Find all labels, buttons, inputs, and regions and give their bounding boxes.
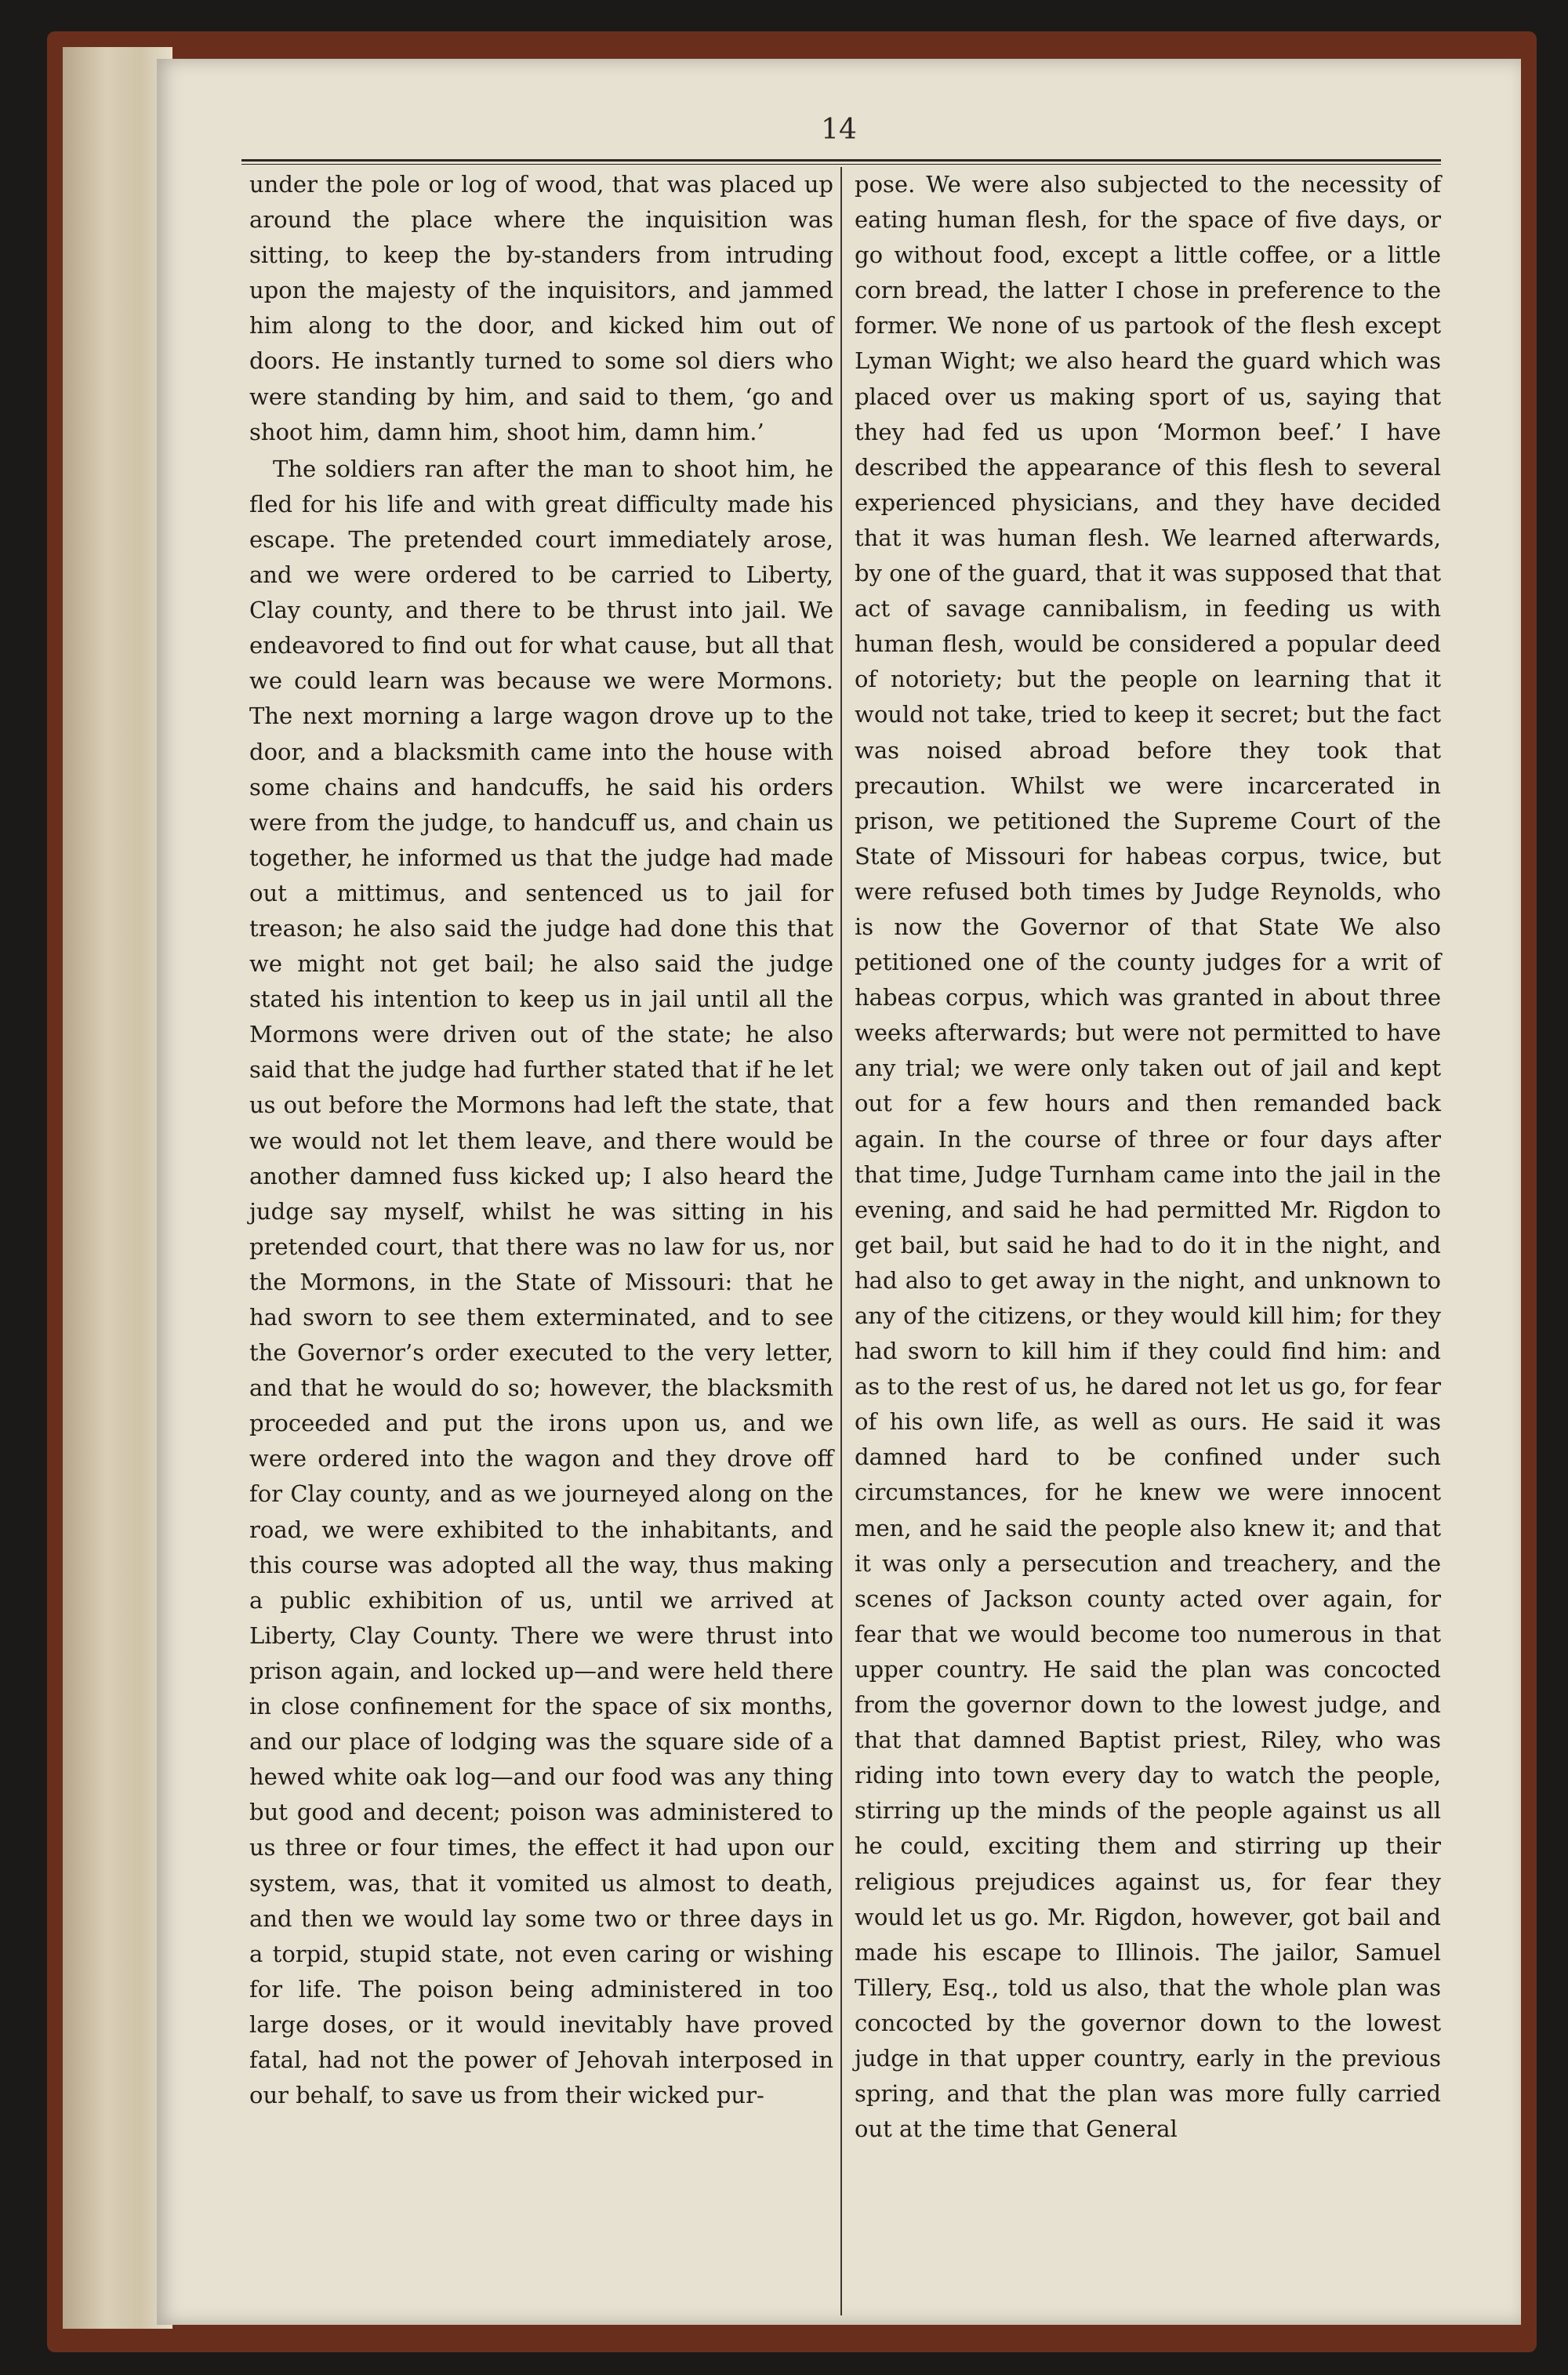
book-page (157, 59, 1521, 2325)
left-paragraph-2: The soldiers ran after the man to shoot him, he fled for his life and with great difficulty made his escape. The pretended court immediately arose, and we were ordered to be carried to Liberty, Clay county, and there to be thrust into jail. We endeavored to find out for what cause, but all that we could learn was because we were Mormons. The next morning a large wagon drove up to the door, and a blacksmith came into the house with some chains and handcuffs, he said his orders were from the judge, to handcuff us, and chain us together, he informed us that the judge had made out a mittimus, and sentenced us to jail for treason; he also said the judge had done this that we might not get bail; he also said the judge stated his intention to keep us in jail until all the Mormons were driven out of the state; he also said that the judge had further stated that if he let us out before the Mormons had left the state, that we would not let them leave, and there would be another damned fuss kicked up; I also heard the judge say myself, whilst he was sitting in his pretended court, that there was no law for us, nor the Mormons, in the State of Missouri: that he had sworn to see them exterminated, and to see the Governor’s order executed to the very letter, and that he would do so; however, the blacksmith proceeded and put the irons upon us, and we were ordered into the wagon and they drove off for Clay county, and as we journeyed along on the road, we were exhibited to the inhabitants, and this course was adopted all the way, thus making a public exhibition of us, until we arrived at Liberty, Clay County. There we were thrust into prison again, and locked up—and were held there in close confinement for the space of six months, and our place of lodging was the square side of a hewed white oak log—and our food was any thing but good and decent; poison was administered to us three or four times, the effect it had upon our system, was, that it vomited us almost to death, and then we would lay some two or three days in a torpid, stupid state, not even caring or wishing for life. The poison being administered in too large doses, or it would inevitably have proved fatal, had not the power of Jehovah interposed in our behalf, to save us from their wicked pur- (249, 455, 833, 2109)
right-paragraph-1: pose. We were also subjected to the necessity of eating human flesh, for the space of five days, or go without food, except a little coffee, or a little corn bread, the latter I chose in preference to the former. We none of us partook of the flesh except Lyman Wight; we also heard the guard which was placed over us making sport of us, saying that they had fed us upon ‘Mormon beef.’ I have described the appearance of this flesh to several experienced physicians, and they have decided that it was human flesh. We learned afterwards, by one of the guard, that it was supposed that that act of savage cannibalism, in feeding us with human flesh, would be considered a popular deed of notoriety; but the people on learning that it would not take, tried to keep it secret; but the fact was noised abroad before they took that precaution. Whilst we were incarcerated in prison, we petitioned the Supreme Court of the State of Missouri for habeas corpus, twice, but were refused both times by Judge Reynolds, who is now the Governor of that State We also petitioned one of the county judges for a writ of habeas corpus, which was granted in about three weeks afterwards; but were not permitted to have any trial; we were only taken out of jail and kept out for a few hours and then remanded back again. In the course of three or four days after that time, Judge Turnham came into the jail in the evening, and said he had permitted Mr. Rigdon to get bail, but said he had to do it in the night, and had also to get away in the night, and unknown to any of the citizens, or they would kill him; for they had sworn to kill him if they could find him: and as to the rest of us, he dared not let us go, for fear of his own life, as well as ours. He said it was damned hard to be confined under such circumstances, for he knew we were innocent men, and he said the people also knew it; and that it was only a persecution and treachery, and the scenes of Jackson county acted over again, for fear that we would become too numerous in that upper country. He said the plan was concocted from the governor down to the lowest judge, and that that damned Baptist priest, Riley, who was riding into town every day to watch the people, stirring up the minds of the people against us all he could, exciting them and stirring up their religious prejudices against us, for fear they would let us go. Mr. Rigdon, however, got bail and made his escape to Illinois. The jailor, Samuel Tillery, Esq., told us also, that the whole plan was concocted by the governor down to the lowest judge in that upper country, early in the previous spring, and that the plan was more fully carried out at the time that General (855, 171, 1441, 2143)
column-divider (840, 167, 842, 2315)
right-column (855, 167, 1441, 2315)
page-number: 14 (821, 114, 857, 146)
header-rule-thin (241, 164, 1441, 165)
left-paragraph-1: under the pole or log of wood, that was placed up around the place where the inquisition was sitting, to keep the by-standers from intruding upon the majesty of the inquisitors, and jammed him along to the door, and kicked him out of doors. He instantly turned to some sol diers who were standing by him, and said to them, ‘go and shoot him, damn him, shoot him, damn him.’ (249, 171, 833, 445)
header-rule (241, 159, 1441, 162)
page-edges (63, 47, 172, 2329)
left-column (249, 167, 833, 2315)
